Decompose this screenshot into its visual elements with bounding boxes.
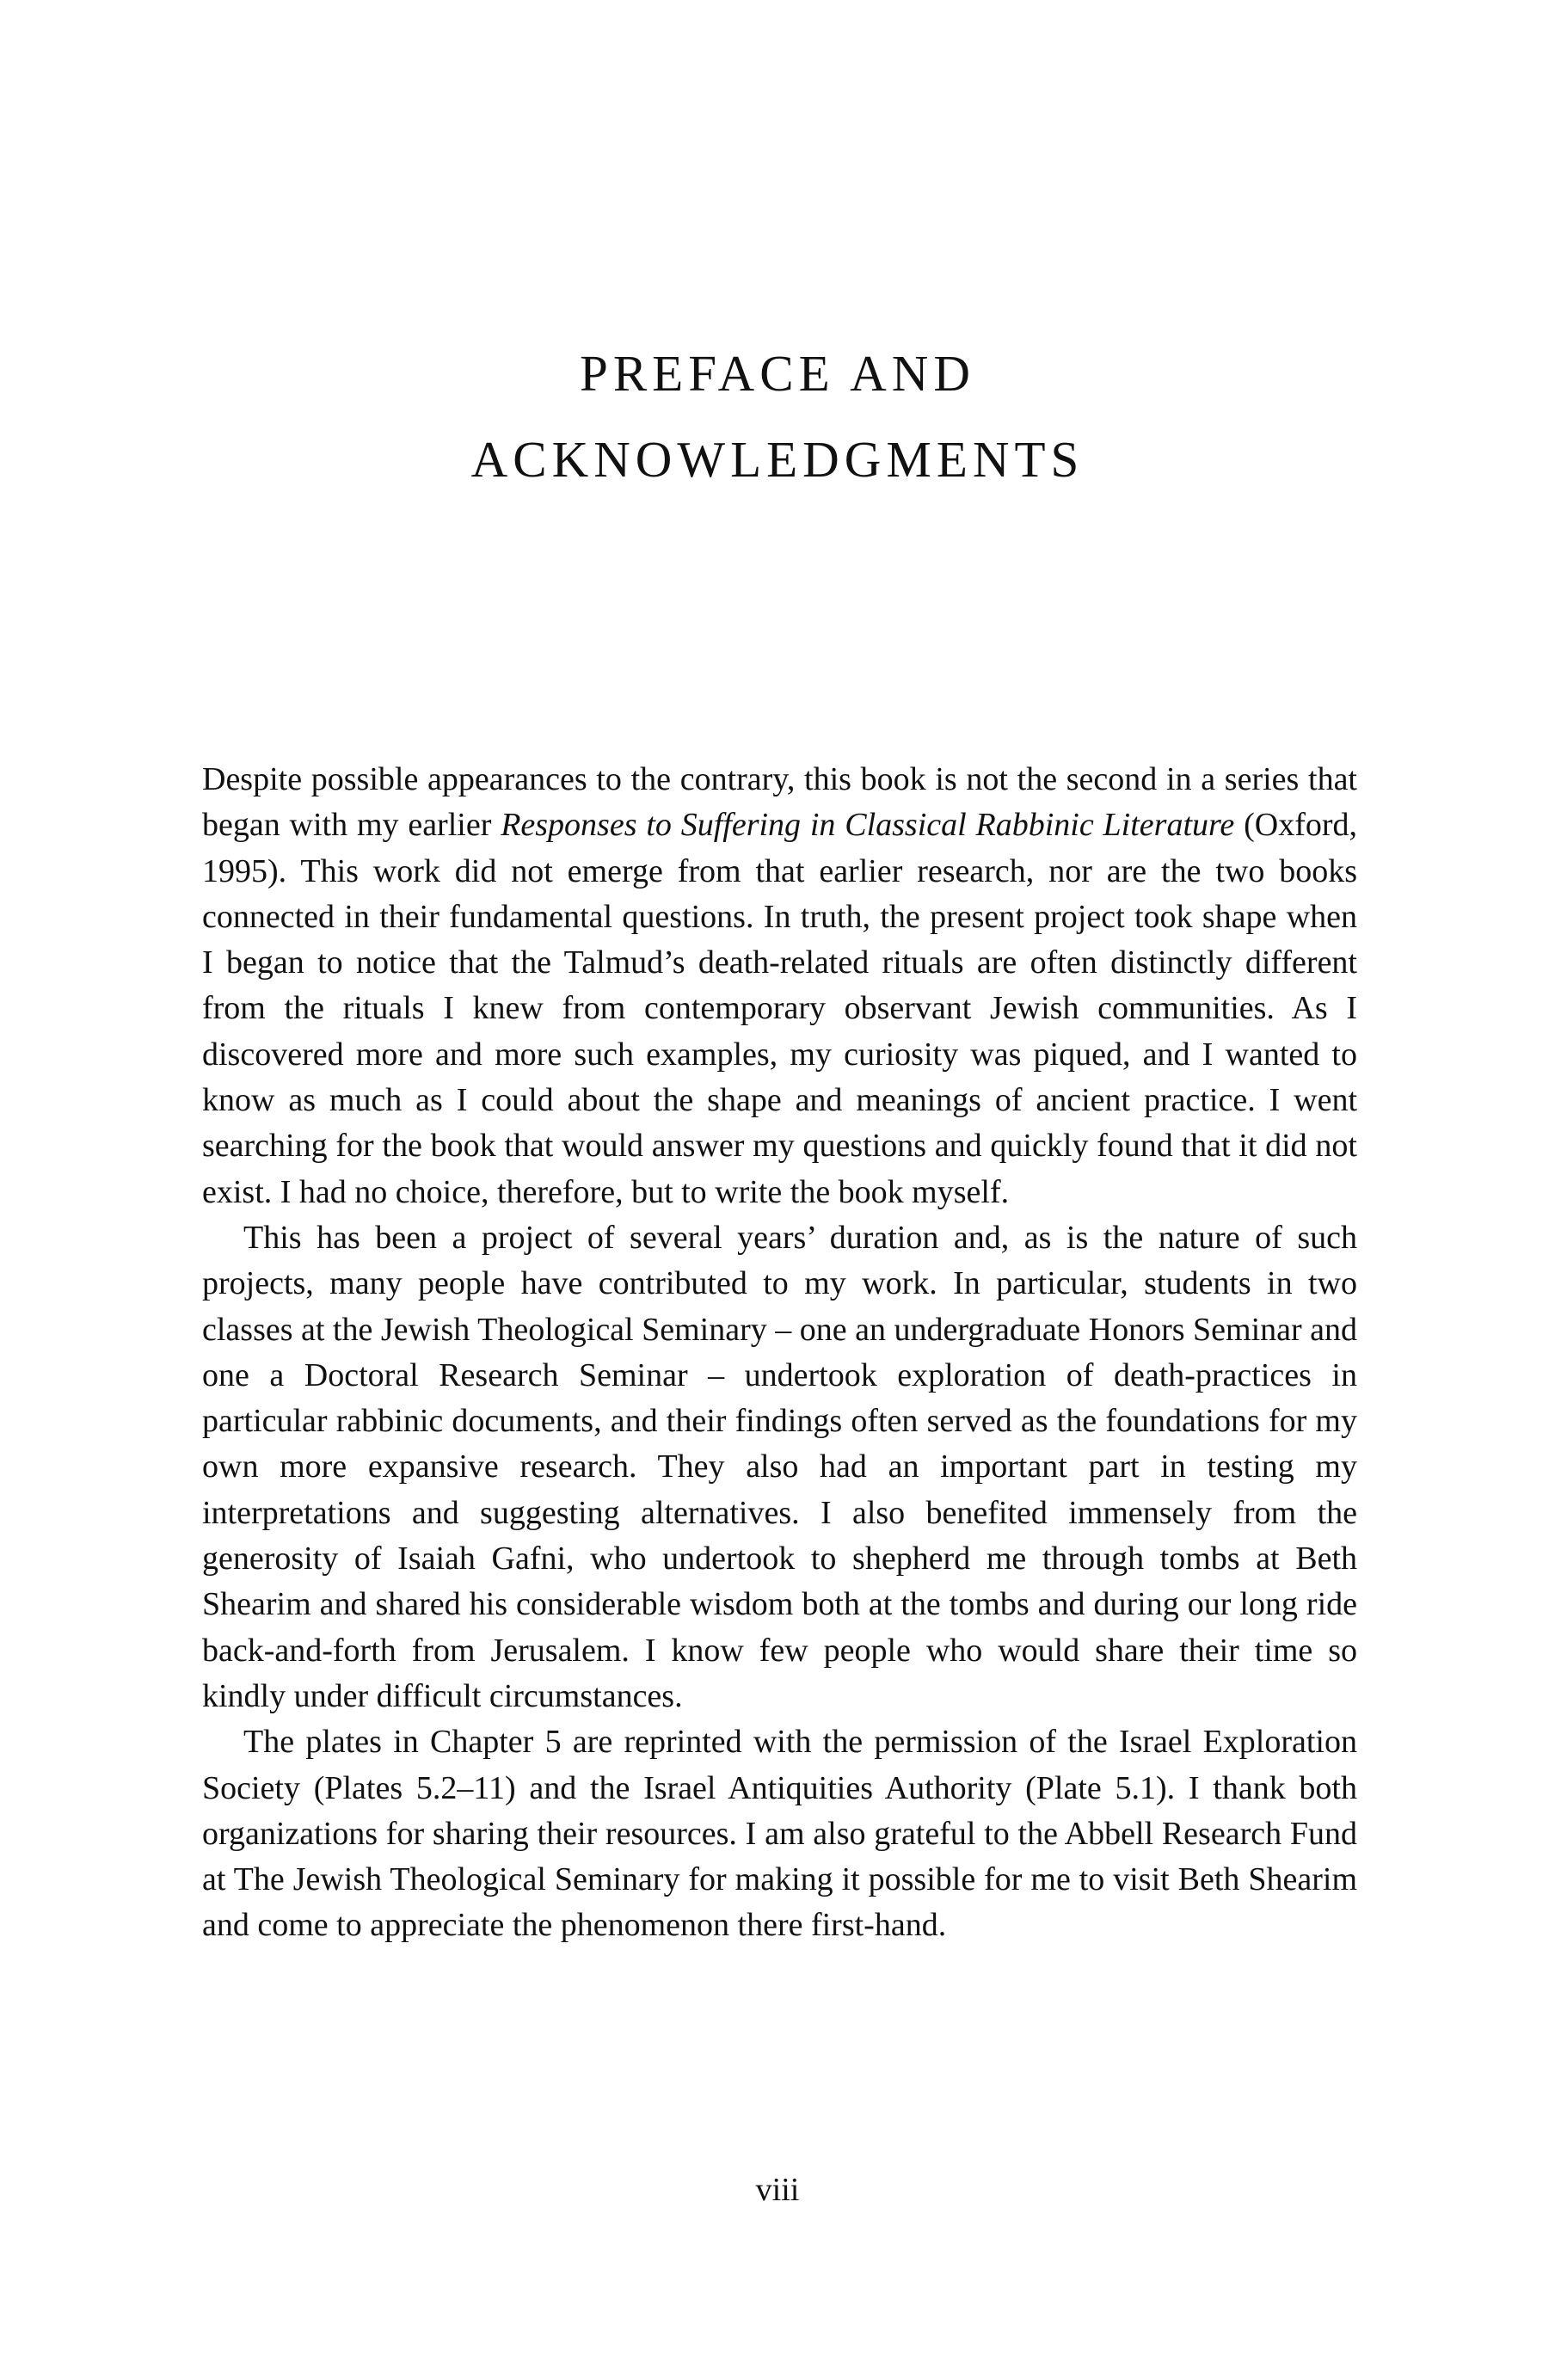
chapter-title-line-2: ACKNOWLEDGMENTS (470, 431, 1085, 488)
body-text (202, 757, 1357, 1949)
paragraph-3: The plates in Chapter 5 are reprinted with the permission of the Israel Exploration Society (Plates 5.2–11) and the Israel Antiquities Authority (Plate 5.1). I thank both organizations for sharing their resources. I am also grateful to the Abbell Research Fund at The Jewish Theological Seminary for making it possible for me to visit Beth Shearim and come to appreciate the phenomenon there first-hand. (202, 1724, 1357, 1944)
paragraph-1-text-start: Despite possible appearances to the contrary, this book is not the second in a series that began with my earlier (202, 761, 1357, 844)
page-number: viii (755, 2172, 800, 2208)
paragraph-1 (202, 757, 1357, 1215)
paragraph-1-text-end: (Oxford, 1995). This work did not emerge from that earlier research, nor are the two books connected in their fundamental questions. In truth, the present project took shape when I began to notice that the Talmud’s death-related rituals are often distinctly different from the rituals I knew from contemporary observant Jewish communities. As I discovered more and more such examples, my curiosity was piqued, and I wanted to know as much as I could about the shape and meanings of ancient practice. I went searching for the book that would answer my questions and quickly found that it did not exist. I had no choice, therefore, but to write the book myself. (202, 807, 1357, 1210)
chapter-title-line-1: PREFACE AND (580, 345, 975, 402)
paragraph-2: This has been a project of several years’ duration and, as is the nature of such projects, many people have contributed to my work. In particular, students in two classes at the Jewish Theological Seminary – one an undergraduate Honors Seminar and one a Doctoral Research Seminar – undertook exploration of death-practices in particular rabbinic documents, and their findings often served as the foundations for my own more expansive research. They also had an important part in testing my interpretations and suggesting alternatives. I also benefited immensely from the generosity of Isaiah Gafni, who undertook to shepherd me through tombs at Beth Shearim and shared his considerable wisdom both at the tombs and during our long ride back-and-forth from Jerusalem. I know few people who would share their time so kindly under difficult circumstances. (202, 1219, 1358, 1714)
book-title-italic: Responses to Suffering in Classical Rabbinic Literature (501, 807, 1235, 844)
